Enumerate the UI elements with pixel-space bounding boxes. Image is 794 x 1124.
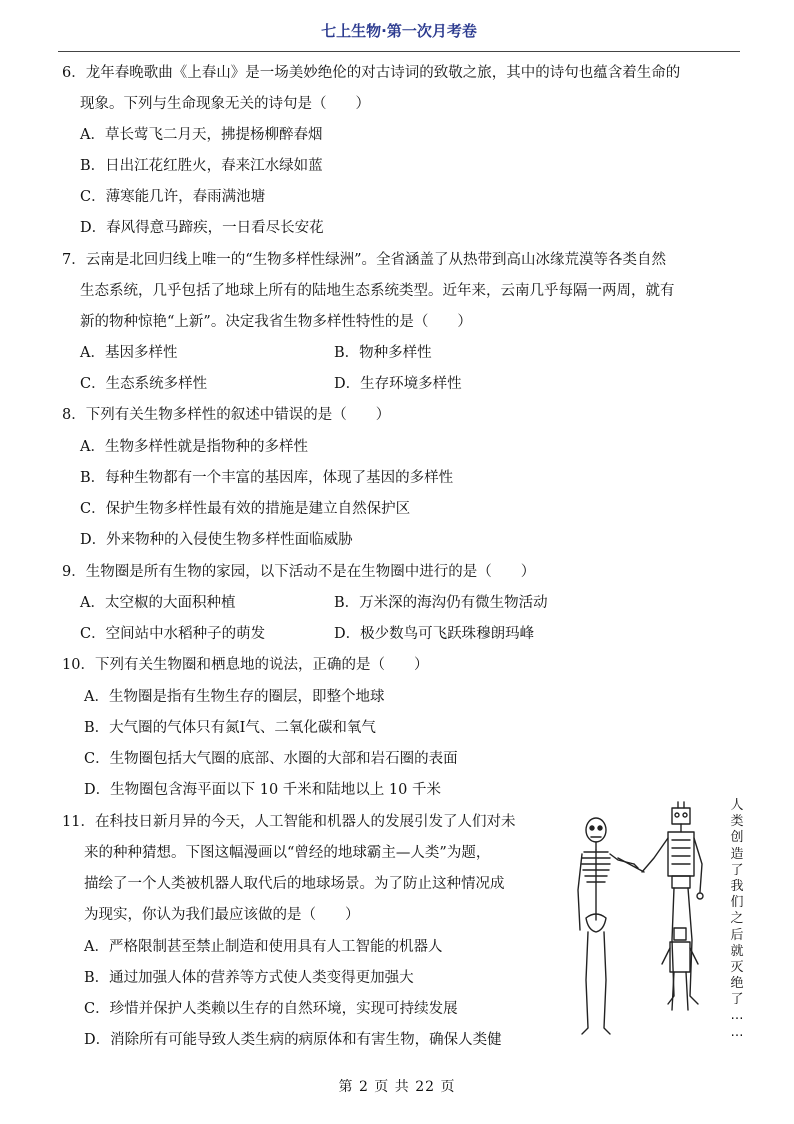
page-number-footer: 第 2 页 共 22 页 — [338, 1079, 456, 1095]
robot-skeleton-cartoon — [574, 800, 724, 1040]
q10-line-1: 10．下列有关生物圈和栖息地的说法，正确的是（ ） — [62, 657, 429, 673]
cartoon-caption-char: … — [730, 1008, 744, 1024]
cartoon-caption-char: 我 — [730, 878, 744, 894]
q6-line-1: 6．龙年春晚歌曲《上春山》是一场美妙绝伦的对古诗词的致敬之旅，其中的诗句也蕴含着生命的 — [62, 65, 681, 81]
cartoon-caption-char: 人 — [730, 798, 744, 813]
q11-line-4: 为现实，你认为我们最应该做的是（ ） — [84, 907, 360, 923]
q6-option-b: B．日出江花红胜火，春来江水绿如蓝 — [80, 158, 323, 174]
skeleton-figure — [578, 818, 638, 1034]
q6-option-a: A．草长莺飞二月天，拂提杨柳醉春烟 — [80, 127, 323, 143]
cartoon-caption-vertical — [728, 798, 746, 1041]
cartoon-caption-char: 之 — [730, 911, 744, 927]
cartoon-caption-char: 后 — [730, 927, 744, 943]
cartoon-caption-char: 了 — [730, 862, 744, 878]
cartoon-caption-char: 灭 — [730, 959, 744, 975]
q11-option-c: C．珍惜并保护人类赖以生存的自然环境，实现可持续发展 — [84, 1001, 458, 1017]
q7-line-1: 7．云南是北回归线上唯一的“生物多样性绿洲”。全省涵盖了从热带到高山冰缘荒漠等各类自然 — [62, 252, 667, 268]
q8-option-a: A．生物多样性就是指物种的多样性 — [80, 439, 308, 455]
q7-line-2: 生态系统，几乎包括了地球上所有的陆地生态系统类型。近年来，云南几乎每隔一两周，就有 — [80, 283, 675, 299]
header-divider — [58, 51, 740, 52]
cartoon-caption-char: 造 — [730, 846, 744, 862]
q11-line-3: 描绘了一个人类被机器人取代后的地球场景。为了防止这种情况成 — [84, 876, 505, 892]
cartoon-caption-char: 们 — [730, 895, 744, 911]
q9-option-d: D．极少数鸟可飞跃珠穆朗玛峰 — [334, 626, 535, 642]
q8-option-b: B．每种生物都有一个丰富的基因库，体现了基因的多样性 — [80, 470, 454, 486]
q10-option-a: A．生物圈是指有生物生存的圈层，即整个地球 — [84, 689, 385, 705]
q11-option-b: B．通过加强人体的营养等方式使人类变得更加强大 — [84, 970, 414, 986]
cartoon-caption-char: … — [730, 1024, 744, 1040]
q7-option-b: B．物种多样性 — [334, 345, 432, 361]
q9-line-1: 9．生物圈是所有生物的家园，以下活动不是在生物圈中进行的是（ ） — [62, 564, 536, 580]
cartoon-caption-char: 类 — [730, 814, 744, 830]
q9-option-b: B．万米深的海沟仍有微生物活动 — [334, 595, 548, 611]
q10-option-c: C．生物圈包括大气圈的底部、水圈的大部和岩石圈的表面 — [84, 751, 458, 767]
robot-large-figure — [642, 802, 703, 1004]
q10-option-d: D．生物圈包含海平面以下 10 千米和陆地以上 10 千米 — [84, 782, 441, 798]
q6-option-d: D．春风得意马蹄疾，一日看尽长安花 — [80, 220, 324, 236]
q8-line-1: 8．下列有关生物多样性的叙述中错误的是（ ） — [62, 407, 391, 423]
cartoon-caption-char: 绝 — [730, 976, 744, 992]
q8-option-d: D．外来物种的入侵使生物多样性面临威胁 — [80, 532, 353, 548]
cartoon-caption-char: 了 — [730, 992, 744, 1008]
q9-option-c: C．空间站中水稻种子的萌发 — [80, 626, 266, 642]
q7-option-d: D．生存环境多样性 — [334, 376, 462, 392]
q11-option-a: A．严格限制甚至禁止制造和使用具有人工智能的机器人 — [84, 939, 443, 955]
page-header-title: 七上生物·第一次月考卷 — [321, 22, 477, 40]
q7-option-c: C．生态系统多样性 — [80, 376, 208, 392]
cartoon-caption-char: 创 — [730, 830, 744, 846]
cartoon-caption-char: 就 — [730, 943, 744, 959]
q6-line-2: 现象。下列与生命现象无关的诗句是（ ） — [80, 96, 370, 112]
q7-option-a: A．基因多样性 — [80, 345, 178, 361]
q11-line-2: 来的种种猜想。下图这幅漫画以“曾经的地球霸主—人类”为题， — [84, 845, 491, 861]
q8-option-c: C．保护生物多样性最有效的措施是建立自然保护区 — [80, 501, 411, 517]
q11-line-1: 11．在科技日新月异的今天，人工智能和机器人的发展引发了人们对未 — [62, 814, 516, 830]
pointer-stick — [618, 858, 644, 872]
q6-option-c: C．薄寒能几许，春雨满池塘 — [80, 189, 266, 205]
q9-option-a: A．太空椒的大面积种植 — [80, 595, 236, 611]
q7-line-3: 新的物种惊艳“上新”。决定我省生物多样性特性的是（ ） — [80, 314, 472, 330]
q11-option-d: D．消除所有可能导致人类生病的病原体和有害生物，确保人类健 — [84, 1032, 502, 1048]
q10-option-b: B．大气圈的气体只有氮Ⅰ气、二氧化碳和氧气 — [84, 720, 376, 736]
